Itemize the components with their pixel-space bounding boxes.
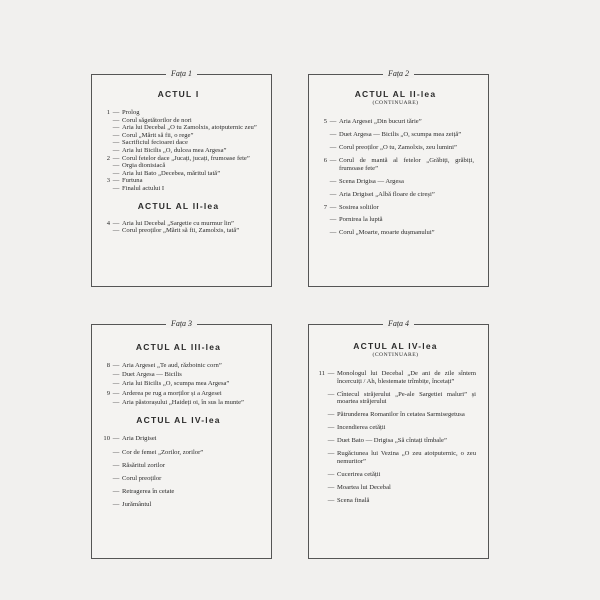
dash: — [329,143,337,151]
track-title: Corul „Moarte, moarte dușmanului” [339,229,435,237]
track-number [100,132,110,140]
track-number: 8 [106,362,110,369]
dash: — [112,184,120,192]
dash: — [327,496,335,504]
dash: — [112,435,120,443]
track-item [100,185,257,193]
track-item [100,227,257,235]
track-number [100,185,110,193]
track-number [317,178,327,186]
dash: — [327,411,335,419]
dash: — [112,169,120,177]
track-item [317,118,474,126]
track-item [317,229,474,237]
track-number [100,380,110,388]
side-4-panel [308,319,489,559]
track-title: Corul „Mărit să fii, o rege” [122,131,194,139]
track-number [315,497,325,505]
dash: — [112,146,120,154]
dash: — [329,216,337,224]
act-title: ACTUL AL IV-lea [353,341,438,351]
dash: — [327,370,335,377]
dash: — [112,109,120,116]
side-label: Fața 3 [166,319,197,328]
track-item [100,399,257,407]
dash: — [112,124,120,132]
track-list [100,220,257,235]
track-item [315,391,476,406]
track-number [317,216,327,224]
act-section [100,342,257,406]
track-number [100,139,110,147]
track-title: Sosirea soliilor [339,203,379,211]
track-item [100,501,257,509]
track-title: Duet Bato — Drigisa „Să cîntați tîmbale” [337,437,447,445]
track-number [315,471,325,479]
panel-content [309,75,488,237]
side-2-panel [308,69,489,287]
track-item [100,162,257,170]
dash: — [112,488,120,496]
track-number [100,371,110,379]
track-number: 5 [323,118,327,125]
dash: — [112,219,120,227]
track-number: 11 [318,370,325,377]
track-number [100,117,110,125]
track-list [100,109,257,193]
dash: — [112,501,120,509]
track-item [315,450,476,465]
track-title: Arderea pe rug a morților și a Argesei [122,389,222,397]
track-number: 4 [106,219,110,227]
track-item [100,488,257,496]
dash: — [112,116,120,124]
track-list [100,362,257,406]
panel-content [92,325,271,509]
track-title: Finalul actului I [122,184,165,192]
track-number [315,391,325,406]
track-item [100,147,257,155]
track-number [317,191,327,199]
act-section [100,415,257,509]
track-title: Duet Argesa — Bicilis „O, scumpa mea zeiță” [339,130,462,138]
dash: — [112,461,120,469]
track-item [100,462,257,470]
track-title: Aria Drigisei [122,435,157,443]
track-item [100,132,257,140]
track-title: Orgia dionisiacă [122,162,166,170]
track-title: Aria Argesei „Te aud, războinic corn” [122,362,222,369]
track-item [100,475,257,483]
track-item [317,144,474,152]
track-item [100,117,257,125]
track-item [317,204,474,212]
track-number: 2 [106,154,110,162]
track-item [317,191,474,199]
dash: — [112,362,120,369]
track-title: Corul fetelor dace „Jucați, jucați, frumoase fete” [122,154,250,162]
track-item [100,109,257,117]
panel-content [92,75,271,235]
dash: — [112,131,120,139]
track-number [317,229,327,237]
dash: — [327,450,335,458]
track-number: 1 [106,109,110,116]
track-title: Corul preoților „O tu, Zamolxis, zeu lumini” [339,143,457,151]
track-title: Corul preoților [122,474,162,482]
dash: — [327,483,335,491]
track-title: Rugăciunea lui Vezina „O zeu atotputernic, o zeu nemuritor” [337,450,476,465]
track-title: Aria păstorașului „Haideți oi, în sus la munte” [122,398,244,406]
track-item [315,370,476,385]
track-list [317,118,474,237]
dash: — [112,154,120,162]
track-number [100,399,110,407]
track-title: Pătrunderea Romanilor în cetatea Sarmisegetusa [337,411,465,419]
track-item [317,216,474,224]
track-number [315,437,325,445]
track-title: Corul săgetătorilor de nori [122,116,192,124]
dash: — [329,190,337,198]
track-number: 7 [323,203,327,211]
track-number [315,411,325,419]
act-section [100,89,257,193]
track-number [315,484,325,492]
track-item [315,424,476,432]
track-item [100,435,257,443]
dash: — [112,227,120,235]
track-item [100,390,257,398]
act-title: ACTUL I [157,89,200,99]
panel-content [309,325,488,504]
track-title: Cîntecul străjerului „Pe-ale Sargetiei maluri” și moartea străjerului [337,390,476,406]
track-item [315,471,476,479]
track-item [315,437,476,445]
track-title: Pornirea la luptă [339,216,383,224]
track-title: Furtuna [122,177,143,185]
side-1-panel [91,69,272,287]
track-item [100,371,257,379]
track-title: Aria lui Bato „Decebea, măritul tată” [122,169,221,177]
track-title: Sacrificiul fecioarei dace [122,139,188,147]
track-item [315,411,476,419]
track-list [315,370,476,504]
dash: — [327,437,335,445]
track-number [100,475,110,483]
track-title: Corul preoților „Mărit să fii, Zamolxis, tată” [122,227,240,235]
dash: — [329,156,337,164]
track-title: Retragerea în cetate [122,488,175,496]
track-number [100,462,110,470]
track-item [315,484,476,492]
track-item [315,497,476,505]
track-item [317,131,474,139]
track-number [100,162,110,170]
side-label: Fața 2 [383,69,414,78]
track-number [315,424,325,432]
track-item [100,220,257,228]
dash: — [112,389,120,397]
track-number [315,450,325,465]
track-title: Cucerirea cetății [337,470,381,478]
track-title: Duet Argesa — Bicilis [122,371,182,379]
track-title: Cor de femei „Zorilor, zorilor” [122,448,204,456]
track-title: Scena finală [337,496,370,504]
dash: — [329,177,337,185]
track-number [100,501,110,509]
track-number: 10 [103,435,110,443]
act-title: ACTUL AL II-lea [354,89,437,99]
track-number [100,449,110,457]
track-item [100,177,257,185]
act-title: ACTUL AL III-lea [135,342,222,352]
act-subtitle: (CONTINUARE) [372,352,419,358]
track-number: 9 [106,389,110,397]
track-number [100,147,110,155]
dash: — [327,470,335,478]
track-title: Aria lui Bicilis „O, scumpa mea Argesa” [122,380,230,388]
dash: — [112,380,120,388]
track-title: Aria lui Decebal „Sargetie cu murmur lin” [122,219,234,227]
track-title: Aria lui Bicilis „O, dulcea mea Argesa” [122,146,227,154]
track-title: Scena Drigisa — Argesa [339,177,404,185]
dash: — [329,229,337,237]
side-label: Fața 1 [166,69,197,78]
track-item [100,380,257,388]
dash: — [327,424,335,432]
track-number [100,170,110,178]
side-3-panel [91,319,272,559]
track-title: Corul de mantă al fetelor „Grăbiți, grăbiți, frumoase fete” [339,156,474,172]
dash: — [112,371,120,379]
dash: — [112,162,120,170]
track-title: Aria Drigisei „Albă floare de cireși” [339,190,435,198]
side-label: Fața 4 [383,319,414,328]
track-number [317,144,327,152]
act-title: ACTUL AL II-lea [137,200,220,211]
track-item [100,449,257,457]
track-item [100,124,257,132]
track-number [317,131,327,139]
dash: — [112,139,120,147]
track-item [317,157,474,172]
track-number [100,488,110,496]
track-title: Moartea lui Decebal [337,483,391,491]
track-number [100,124,110,132]
track-item [100,170,257,178]
track-title: Aria Argesei „Din bucuri tărie” [339,118,422,125]
track-title: Prolog [122,109,140,116]
track-item [317,178,474,186]
dash: — [329,203,337,211]
track-number [100,227,110,235]
dash: — [112,398,120,406]
act-subtitle: (CONTINUARE) [372,100,419,106]
track-number: 3 [106,177,110,185]
dash: — [112,448,120,456]
dash: — [329,118,337,125]
track-title: Aria lui Decebal „O tu Zamolxis, atotputernic zeu” [122,124,257,132]
track-title: Incendierea cetății [337,424,386,432]
act-section [100,201,257,235]
track-number: 6 [323,156,327,164]
dash: — [112,474,120,482]
dash: — [112,177,120,185]
act-title: ACTUL AL IV-lea [136,415,221,426]
track-list [100,435,257,509]
track-title: Monologul lui Decebal „De ani de zile sîntem încercuiți / Ah, blestemate trîmbițe, încetați” [337,370,476,385]
dash: — [327,390,335,398]
track-item [100,155,257,163]
track-item [100,139,257,147]
dash: — [329,130,337,138]
track-title: Jurământul [122,501,152,509]
track-item [100,362,257,370]
track-title: Răsăritul zorilor [122,461,166,469]
